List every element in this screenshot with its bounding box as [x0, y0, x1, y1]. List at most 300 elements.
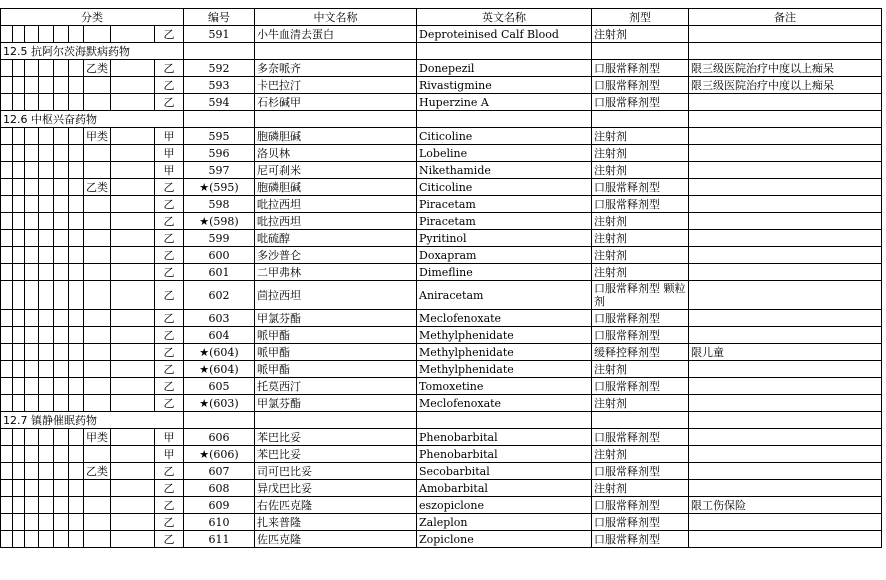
indent-cell: [13, 247, 25, 264]
indent-cell: [1, 480, 13, 497]
indent-cell: [1, 145, 13, 162]
form-cell: 口服常释剂型: [592, 179, 689, 196]
cn-name-cell: 胞磷胆碱: [255, 128, 417, 145]
indent-cell: [39, 463, 54, 480]
level-cell: 乙: [155, 395, 184, 412]
cn-name-cell: 尼可刹米: [255, 162, 417, 179]
cn-name-cell: 佐匹克隆: [255, 531, 417, 548]
indent-cell: [25, 128, 39, 145]
empty-cell: [417, 412, 592, 429]
en-name-cell: Doxapram: [417, 247, 592, 264]
spacer-cell: [111, 94, 155, 111]
indent-cell: [13, 497, 25, 514]
number-cell: 601: [184, 264, 255, 281]
indent-cell: [39, 281, 54, 310]
note-cell: 限三级医院治疗中度以上痴呆: [689, 60, 882, 77]
form-cell: 口服常释剂型: [592, 77, 689, 94]
empty-cell: [255, 43, 417, 60]
indent-cell: [54, 463, 69, 480]
indent-cell: [69, 327, 84, 344]
level-cell: 乙: [155, 60, 184, 77]
en-name-cell: Pyritinol: [417, 230, 592, 247]
indent-cell: [54, 281, 69, 310]
empty-cell: [592, 111, 689, 128]
spacer-cell: [111, 395, 155, 412]
section-row: [1, 111, 882, 128]
indent-cell: [25, 196, 39, 213]
indent-cell: [69, 60, 84, 77]
indent-cell: [39, 94, 54, 111]
indent-cell: [1, 230, 13, 247]
empty-cell: [689, 43, 882, 60]
indent-cell: [54, 344, 69, 361]
level-cell: 甲: [155, 128, 184, 145]
indent-cell: [13, 531, 25, 548]
number-cell: 597: [184, 162, 255, 179]
note-cell: [689, 162, 882, 179]
header-category: 分类: [1, 9, 184, 26]
header-note: 备注: [689, 9, 882, 26]
level-cell: 乙: [155, 26, 184, 43]
indent-cell: [39, 514, 54, 531]
indent-cell: [54, 395, 69, 412]
indent-cell: [69, 378, 84, 395]
indent-cell: [1, 497, 13, 514]
indent-cell: [25, 94, 39, 111]
spacer-cell: [111, 247, 155, 264]
indent-cell: [69, 128, 84, 145]
form-cell: 注射剂: [592, 230, 689, 247]
indent-cell: [39, 60, 54, 77]
en-name-cell: Huperzine A: [417, 94, 592, 111]
form-cell: 注射剂: [592, 213, 689, 230]
cn-name-cell: 吡拉西坦: [255, 196, 417, 213]
category-cell: [84, 378, 111, 395]
level-cell: 乙: [155, 497, 184, 514]
spacer-cell: [111, 497, 155, 514]
indent-cell: [1, 60, 13, 77]
drug-table: [0, 8, 882, 548]
category-cell: [84, 480, 111, 497]
form-cell: 口服常释剂型: [592, 196, 689, 213]
spacer-cell: [111, 310, 155, 327]
indent-cell: [54, 264, 69, 281]
indent-cell: [1, 395, 13, 412]
indent-cell: [25, 230, 39, 247]
indent-cell: [1, 128, 13, 145]
en-name-cell: Deproteinised Calf Blood: [417, 26, 592, 43]
form-cell: 口服常释剂型: [592, 429, 689, 446]
level-cell: 乙: [155, 344, 184, 361]
section-title: 12.7 镇静催眠药物: [1, 412, 184, 429]
number-cell: 611: [184, 531, 255, 548]
category-cell: 甲类: [84, 128, 111, 145]
cn-name-cell: 吡硫醇: [255, 230, 417, 247]
cn-name-cell: 哌甲酯: [255, 327, 417, 344]
form-cell: 缓释控释剂型: [592, 344, 689, 361]
en-name-cell: Methylphenidate: [417, 344, 592, 361]
indent-cell: [39, 128, 54, 145]
indent-cell: [69, 446, 84, 463]
number-cell: ★(598): [184, 213, 255, 230]
indent-cell: [25, 145, 39, 162]
number-cell: 604: [184, 327, 255, 344]
indent-cell: [25, 361, 39, 378]
note-cell: [689, 213, 882, 230]
indent-cell: [25, 281, 39, 310]
indent-cell: [25, 179, 39, 196]
level-cell: 乙: [155, 247, 184, 264]
spacer-cell: [111, 26, 155, 43]
spacer-cell: [111, 463, 155, 480]
form-cell: 口服常释剂型: [592, 94, 689, 111]
indent-cell: [13, 94, 25, 111]
indent-cell: [13, 162, 25, 179]
indent-cell: [1, 162, 13, 179]
indent-cell: [13, 395, 25, 412]
level-cell: 乙: [155, 230, 184, 247]
spacer-cell: [111, 162, 155, 179]
indent-cell: [1, 77, 13, 94]
category-cell: [84, 77, 111, 94]
en-name-cell: Citicoline: [417, 179, 592, 196]
indent-cell: [39, 26, 54, 43]
table-row: [1, 361, 882, 378]
indent-cell: [1, 310, 13, 327]
level-cell: 乙: [155, 94, 184, 111]
indent-cell: [54, 480, 69, 497]
number-cell: 593: [184, 77, 255, 94]
indent-cell: [39, 179, 54, 196]
category-cell: [84, 94, 111, 111]
number-cell: 599: [184, 230, 255, 247]
number-cell: 592: [184, 60, 255, 77]
cn-name-cell: 甲氯芬酯: [255, 310, 417, 327]
form-cell: 注射剂: [592, 26, 689, 43]
indent-cell: [54, 247, 69, 264]
indent-cell: [54, 531, 69, 548]
number-cell: 608: [184, 480, 255, 497]
table-row: [1, 128, 882, 145]
indent-cell: [1, 463, 13, 480]
indent-cell: [69, 196, 84, 213]
table-row: [1, 247, 882, 264]
cn-name-cell: 多沙普仑: [255, 247, 417, 264]
en-name-cell: Donepezil: [417, 60, 592, 77]
drug-catalog-sheet: [0, 8, 882, 548]
indent-cell: [54, 446, 69, 463]
category-cell: [84, 344, 111, 361]
level-cell: 乙: [155, 463, 184, 480]
level-cell: 乙: [155, 327, 184, 344]
indent-cell: [1, 378, 13, 395]
indent-cell: [54, 26, 69, 43]
en-name-cell: Meclofenoxate: [417, 310, 592, 327]
table-row: [1, 94, 882, 111]
form-cell: 注射剂: [592, 480, 689, 497]
category-cell: [84, 310, 111, 327]
table-row: [1, 531, 882, 548]
en-name-cell: eszopiclone: [417, 497, 592, 514]
level-cell: 乙: [155, 378, 184, 395]
indent-cell: [25, 531, 39, 548]
table-row: [1, 145, 882, 162]
table-row: [1, 497, 882, 514]
en-name-cell: Phenobarbital: [417, 429, 592, 446]
number-cell: 595: [184, 128, 255, 145]
indent-cell: [25, 514, 39, 531]
indent-cell: [69, 77, 84, 94]
en-name-cell: Citicoline: [417, 128, 592, 145]
table-row: [1, 179, 882, 196]
indent-cell: [1, 327, 13, 344]
empty-cell: [417, 43, 592, 60]
note-cell: [689, 94, 882, 111]
indent-cell: [13, 310, 25, 327]
indent-cell: [54, 145, 69, 162]
level-cell: 乙: [155, 310, 184, 327]
table-row: [1, 514, 882, 531]
spacer-cell: [111, 480, 155, 497]
cn-name-cell: 苯巴比妥: [255, 446, 417, 463]
indent-cell: [1, 429, 13, 446]
en-name-cell: Zaleplon: [417, 514, 592, 531]
empty-cell: [184, 43, 255, 60]
note-cell: [689, 128, 882, 145]
number-cell: 603: [184, 310, 255, 327]
cn-name-cell: 洛贝林: [255, 145, 417, 162]
indent-cell: [25, 378, 39, 395]
category-cell: [84, 446, 111, 463]
level-cell: 甲: [155, 446, 184, 463]
category-cell: [84, 395, 111, 412]
indent-cell: [25, 310, 39, 327]
number-cell: ★(606): [184, 446, 255, 463]
indent-cell: [13, 361, 25, 378]
note-cell: [689, 514, 882, 531]
section-title: 12.6 中枢兴奋药物: [1, 111, 184, 128]
table-row: [1, 310, 882, 327]
form-cell: 注射剂: [592, 128, 689, 145]
cn-name-cell: 异戊巴比妥: [255, 480, 417, 497]
indent-cell: [69, 281, 84, 310]
indent-cell: [39, 145, 54, 162]
number-cell: 600: [184, 247, 255, 264]
level-cell: 乙: [155, 264, 184, 281]
number-cell: 610: [184, 514, 255, 531]
level-cell: 乙: [155, 77, 184, 94]
indent-cell: [54, 429, 69, 446]
category-cell: 乙类: [84, 60, 111, 77]
indent-cell: [39, 378, 54, 395]
indent-cell: [25, 497, 39, 514]
indent-cell: [39, 213, 54, 230]
indent-cell: [69, 213, 84, 230]
cn-name-cell: 石杉碱甲: [255, 94, 417, 111]
spacer-cell: [111, 344, 155, 361]
section-row: [1, 412, 882, 429]
spacer-cell: [111, 446, 155, 463]
cn-name-cell: 小牛血清去蛋白: [255, 26, 417, 43]
indent-cell: [25, 344, 39, 361]
indent-cell: [54, 497, 69, 514]
form-cell: 口服常释剂型 颗粒剂: [592, 281, 689, 310]
indent-cell: [1, 94, 13, 111]
note-cell: [689, 26, 882, 43]
en-name-cell: Piracetam: [417, 196, 592, 213]
level-cell: 甲: [155, 429, 184, 446]
cn-name-cell: 二甲弗林: [255, 264, 417, 281]
spacer-cell: [111, 145, 155, 162]
number-cell: 598: [184, 196, 255, 213]
en-name-cell: Amobarbital: [417, 480, 592, 497]
en-name-cell: Secobarbital: [417, 463, 592, 480]
indent-cell: [1, 344, 13, 361]
level-cell: 乙: [155, 196, 184, 213]
note-cell: [689, 264, 882, 281]
indent-cell: [39, 429, 54, 446]
indent-cell: [1, 281, 13, 310]
indent-cell: [69, 344, 84, 361]
indent-cell: [69, 531, 84, 548]
table-row: [1, 463, 882, 480]
table-row: [1, 26, 882, 43]
form-cell: 口服常释剂型: [592, 60, 689, 77]
number-cell: 591: [184, 26, 255, 43]
form-cell: 口服常释剂型: [592, 378, 689, 395]
indent-cell: [69, 310, 84, 327]
indent-cell: [25, 327, 39, 344]
note-cell: [689, 395, 882, 412]
indent-cell: [54, 77, 69, 94]
note-cell: [689, 310, 882, 327]
en-name-cell: Tomoxetine: [417, 378, 592, 395]
cn-name-cell: 苯巴比妥: [255, 429, 417, 446]
spacer-cell: [111, 128, 155, 145]
table-row: [1, 264, 882, 281]
table-row: [1, 327, 882, 344]
table-row: [1, 378, 882, 395]
level-cell: 乙: [155, 480, 184, 497]
spacer-cell: [111, 327, 155, 344]
cn-name-cell: 胞磷胆碱: [255, 179, 417, 196]
indent-cell: [13, 480, 25, 497]
indent-cell: [13, 463, 25, 480]
spacer-cell: [111, 378, 155, 395]
note-cell: 限工伤保险: [689, 497, 882, 514]
indent-cell: [69, 94, 84, 111]
indent-cell: [25, 162, 39, 179]
spacer-cell: [111, 429, 155, 446]
table-row: [1, 344, 882, 361]
table-row: [1, 60, 882, 77]
indent-cell: [13, 128, 25, 145]
cn-name-cell: 右佐匹克隆: [255, 497, 417, 514]
form-cell: 注射剂: [592, 145, 689, 162]
note-cell: [689, 429, 882, 446]
number-cell: ★(604): [184, 344, 255, 361]
indent-cell: [13, 26, 25, 43]
empty-cell: [417, 111, 592, 128]
indent-cell: [13, 213, 25, 230]
indent-cell: [39, 230, 54, 247]
indent-cell: [13, 327, 25, 344]
indent-cell: [13, 60, 25, 77]
indent-cell: [39, 531, 54, 548]
note-cell: [689, 361, 882, 378]
indent-cell: [39, 247, 54, 264]
category-cell: [84, 497, 111, 514]
category-cell: 乙类: [84, 179, 111, 196]
indent-cell: [69, 145, 84, 162]
empty-cell: [689, 412, 882, 429]
category-cell: [84, 230, 111, 247]
indent-cell: [54, 361, 69, 378]
indent-cell: [54, 94, 69, 111]
indent-cell: [1, 514, 13, 531]
indent-cell: [25, 26, 39, 43]
note-cell: [689, 179, 882, 196]
indent-cell: [13, 378, 25, 395]
category-cell: [84, 327, 111, 344]
spacer-cell: [111, 531, 155, 548]
note-cell: [689, 247, 882, 264]
indent-cell: [1, 213, 13, 230]
indent-cell: [1, 446, 13, 463]
empty-cell: [689, 111, 882, 128]
indent-cell: [54, 327, 69, 344]
indent-cell: [39, 395, 54, 412]
indent-cell: [69, 26, 84, 43]
indent-cell: [39, 446, 54, 463]
spacer-cell: [111, 60, 155, 77]
empty-cell: [255, 111, 417, 128]
number-cell: 606: [184, 429, 255, 446]
category-cell: [84, 213, 111, 230]
cn-name-cell: 多奈哌齐: [255, 60, 417, 77]
indent-cell: [25, 77, 39, 94]
number-cell: ★(604): [184, 361, 255, 378]
note-cell: [689, 531, 882, 548]
en-name-cell: Lobeline: [417, 145, 592, 162]
category-cell: [84, 26, 111, 43]
indent-cell: [54, 162, 69, 179]
header-form: 剂型: [592, 9, 689, 26]
form-cell: 注射剂: [592, 162, 689, 179]
form-cell: 口服常释剂型: [592, 531, 689, 548]
spacer-cell: [111, 77, 155, 94]
form-cell: 口服常释剂型: [592, 514, 689, 531]
number-cell: 594: [184, 94, 255, 111]
note-cell: [689, 230, 882, 247]
table-row: [1, 446, 882, 463]
indent-cell: [54, 213, 69, 230]
indent-cell: [1, 196, 13, 213]
indent-cell: [54, 310, 69, 327]
en-name-cell: Methylphenidate: [417, 327, 592, 344]
category-cell: [84, 361, 111, 378]
spacer-cell: [111, 213, 155, 230]
indent-cell: [39, 497, 54, 514]
en-name-cell: Rivastigmine: [417, 77, 592, 94]
note-cell: 限三级医院治疗中度以上痴呆: [689, 77, 882, 94]
en-name-cell: Zopiclone: [417, 531, 592, 548]
form-cell: 注射剂: [592, 395, 689, 412]
form-cell: 口服常释剂型: [592, 463, 689, 480]
indent-cell: [69, 514, 84, 531]
level-cell: 乙: [155, 213, 184, 230]
header-cn-name: 中文名称: [255, 9, 417, 26]
